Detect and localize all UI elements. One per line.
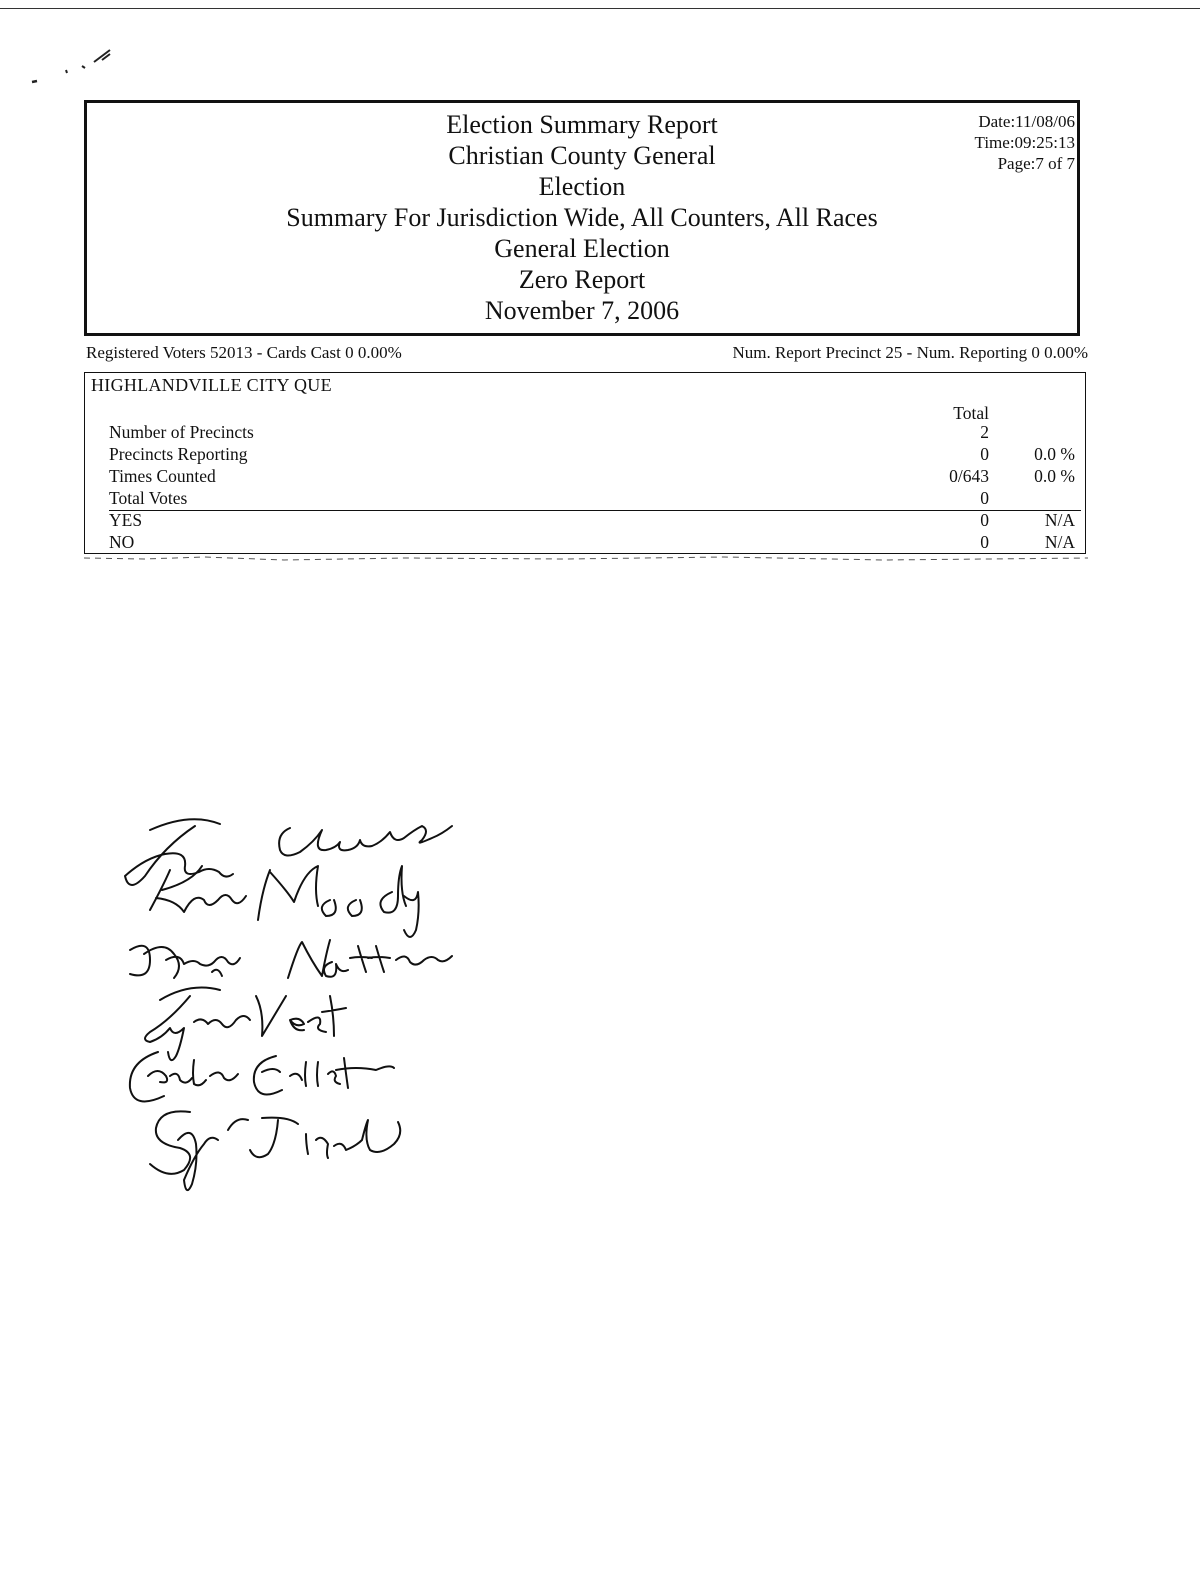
- stat-row: [85, 443, 1085, 465]
- stat-label: Times Counted: [109, 466, 216, 486]
- precinct-reporting-summary: Num. Report Precinct 25 - Num. Reporting 0 0.00%: [732, 343, 1088, 362]
- scan-top-edge: [0, 0, 1200, 9]
- title-line-4: Summary For Jurisdiction Wide, All Counters, All Races: [286, 203, 878, 232]
- choice-row: [85, 509, 1085, 531]
- report-page: Page:7 of 7: [997, 154, 1075, 173]
- report-header-box: [84, 100, 1080, 336]
- torn-scan-edge: [84, 554, 1088, 564]
- title-line-2: Christian County General: [448, 141, 716, 170]
- stat-value: 0/643: [949, 466, 989, 486]
- choice-label: NO: [109, 532, 135, 552]
- stat-row: [85, 421, 1085, 443]
- race-box: [84, 372, 1086, 554]
- report-time: Time:09:25:13: [974, 133, 1075, 152]
- report-date: Date:11/08/06: [978, 112, 1075, 131]
- report-meta: [975, 111, 1075, 174]
- stat-value: 2: [980, 422, 989, 442]
- stat-row: [85, 487, 1085, 509]
- stat-label: Precincts Reporting: [109, 444, 248, 464]
- choice-percent: N/A: [1044, 510, 1075, 530]
- stat-value: 0: [980, 488, 989, 508]
- title-line-1: Election Summary Report: [446, 110, 718, 139]
- title-line-7: November 7, 2006: [484, 296, 680, 325]
- choice-percent: N/A: [1044, 532, 1075, 552]
- choice-row: [85, 531, 1085, 553]
- choice-label: YES: [109, 510, 143, 530]
- registered-voters-summary: Registered Voters 52013 - Cards Cast 0 0.00%: [86, 343, 402, 362]
- title-line-5: General Election: [494, 234, 670, 263]
- stat-percent: 0.0 %: [1034, 466, 1075, 486]
- scan-marks: [30, 40, 130, 90]
- title-line-3: Election: [538, 172, 626, 201]
- choice-votes: 0: [980, 532, 989, 552]
- stat-label: Total Votes: [109, 488, 188, 508]
- title-line-6: Zero Report: [518, 265, 646, 294]
- race-title: HIGHLANDVILLE CITY QUE: [91, 375, 332, 395]
- total-column-header: Total: [953, 403, 989, 423]
- signatures-image: [100, 800, 460, 1200]
- stat-percent: 0.0 %: [1034, 444, 1075, 464]
- stat-value: 0: [980, 444, 989, 464]
- report-title-block: [87, 109, 1077, 326]
- stat-row: [85, 465, 1085, 487]
- choice-votes: 0: [980, 510, 989, 530]
- stat-label: Number of Precincts: [109, 422, 254, 442]
